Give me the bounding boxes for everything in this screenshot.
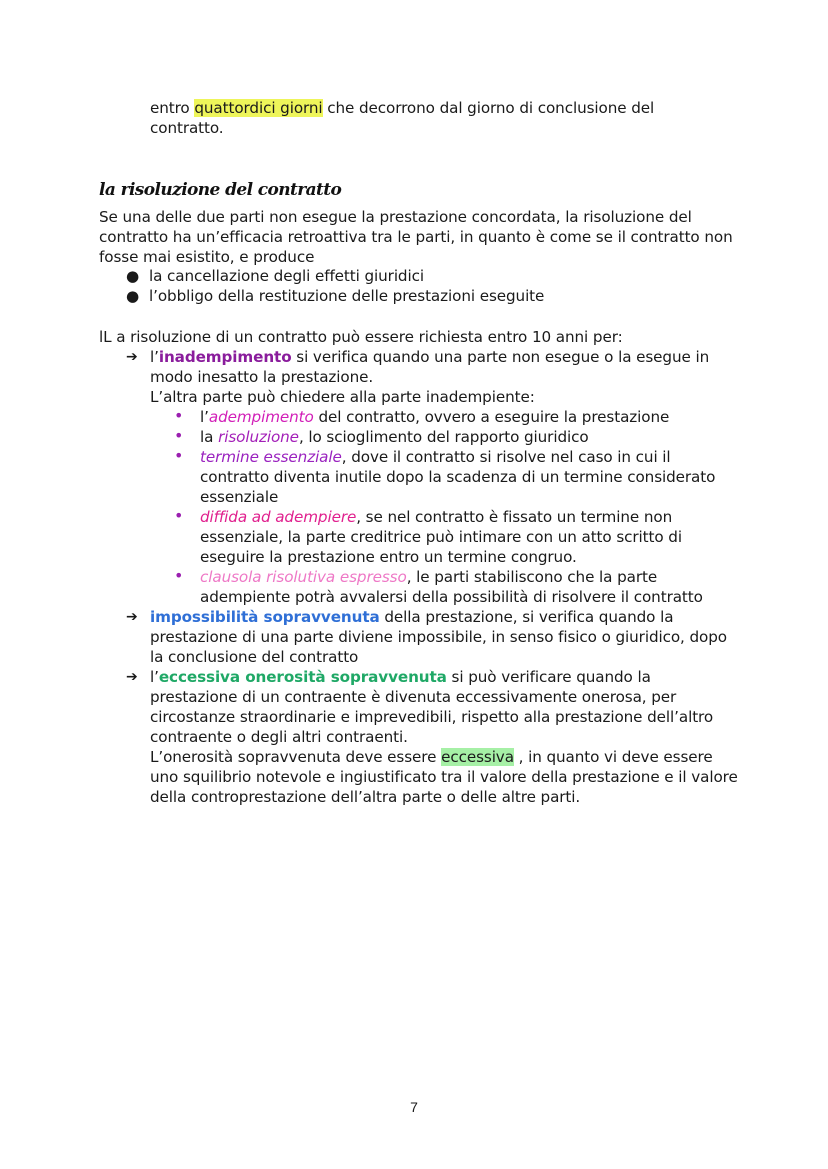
list-item-text: l’obbligo della restituzione delle prestazioni eseguite bbox=[149, 287, 545, 305]
section-heading: la risoluzione del contratto bbox=[99, 180, 342, 200]
term-termine-essenziale: termine essenziale bbox=[200, 448, 342, 466]
bullet-icon: • bbox=[174, 446, 184, 465]
text-prefix: L’onerosità sopravvenuta deve essere bbox=[150, 748, 442, 766]
term-adempimento: adempimento bbox=[208, 408, 314, 426]
term-description: , le parti stabiliscono che la parte adempiente potrà avvalersi della possibilità di risolvere il contratto bbox=[200, 568, 703, 606]
bullet-icon: ● bbox=[126, 267, 140, 285]
text-prefix: l’ bbox=[150, 348, 159, 366]
term-description: , se nel contratto è fissato un termine non essenziale, la parte creditrice può intimare con un atto scritto di eseguire la prestazione entro un termine congruo. bbox=[200, 508, 682, 566]
effects-bullet-list bbox=[99, 266, 739, 306]
paragraph-causes-intro: lL a risoluzione di un contratto può essere richiesta entro 10 anni per: bbox=[99, 328, 623, 346]
arrow-right-icon: ➔ bbox=[126, 609, 138, 625]
bullet-icon: • bbox=[174, 406, 184, 425]
option-termine-essenziale bbox=[150, 447, 739, 507]
option-clausola bbox=[150, 567, 739, 607]
arrow-right-icon: ➔ bbox=[126, 669, 138, 685]
cause-inadempimento bbox=[99, 347, 739, 607]
list-item bbox=[99, 266, 739, 286]
list-item-text: la cancellazione degli effetti giuridici bbox=[149, 267, 424, 285]
option-diffida bbox=[150, 507, 739, 567]
term-description: , dove il contratto si risolve nel caso in cui il contratto diventa inutile dopo la scadenza di un termine considerato essenziale bbox=[200, 448, 716, 506]
intro-text: entro bbox=[150, 99, 195, 117]
onerosita-detail bbox=[150, 747, 739, 807]
inadempimento-options-list bbox=[150, 407, 739, 607]
cause-text bbox=[150, 667, 739, 747]
bullet-icon: • bbox=[174, 506, 184, 525]
term-clausola: clausola risolutiva espresso bbox=[200, 568, 407, 586]
causes-arrow-list bbox=[99, 347, 739, 807]
cause-text bbox=[150, 347, 739, 387]
option-risoluzione bbox=[150, 427, 739, 447]
arrow-right-icon: ➔ bbox=[126, 349, 138, 365]
bullet-icon: ● bbox=[126, 287, 140, 305]
term-description: si può verificare quando la prestazione di un contraente è divenuta eccessivamente onerosa, per circostanze straordinarie e imprevedibili, rispetto alla prestazione dell’altro contraente o degli altri contraenti. bbox=[150, 668, 714, 746]
inadempimento-options-intro: L’altra parte può chiedere alla parte inadempiente: bbox=[150, 388, 535, 406]
highlight-eccessiva: eccessiva bbox=[441, 748, 514, 766]
term-description: , lo scioglimento del rapporto giuridico bbox=[298, 428, 589, 446]
list-item bbox=[99, 286, 739, 306]
term-description: si verifica quando una parte non esegue o la esegue in modo inesatto la prestazione. bbox=[150, 348, 710, 386]
highlight-quattordici-giorni: quattordici giorni bbox=[194, 99, 323, 117]
term-description: della prestazione, si verifica quando la prestazione di una parte diviene impossibile, in senso fisico o giuridico, dopo la conclusione del contratto bbox=[150, 608, 727, 666]
paragraph-effects: Se una delle due parti non esegue la prestazione concordata, la risoluzione del contratto ha un’efficacia retroattiva tra le parti, in quanto è come se il contratto non fosse mai esistito, e produce bbox=[99, 208, 733, 266]
term-inadempimento: inadempimento bbox=[158, 348, 292, 366]
bullet-icon: • bbox=[174, 566, 184, 585]
term-eccessiva-onerosita: eccessiva onerosità sopravvenuta bbox=[158, 668, 447, 686]
term-risoluzione: risoluzione bbox=[218, 428, 299, 446]
option-adempimento bbox=[150, 407, 739, 427]
text-prefix: la bbox=[200, 428, 219, 446]
cause-eccessiva-onerosita bbox=[99, 667, 739, 807]
term-description: , in quanto vi deve essere uno squilibrio notevole e ingiustificato tra il valore della prestazione e il valore della controprestazione dell’altra parte o delle altre parti. bbox=[150, 748, 738, 806]
text-prefix: l’ bbox=[200, 408, 209, 426]
text-prefix: l’ bbox=[150, 668, 159, 686]
intro-paragraph bbox=[150, 98, 720, 138]
intro-text-end: che decorrono dal giorno di conclusione del contratto. bbox=[150, 99, 655, 137]
bullet-icon: • bbox=[174, 426, 184, 445]
cause-text bbox=[150, 607, 739, 667]
term-description: del contratto, ovvero a eseguire la prestazione bbox=[313, 408, 670, 426]
term-diffida: diffida ad adempiere bbox=[200, 508, 357, 526]
page-number: 7 bbox=[410, 1099, 418, 1115]
term-impossibilita: impossibilità sopravvenuta bbox=[150, 608, 380, 626]
cause-impossibilita bbox=[99, 607, 739, 667]
